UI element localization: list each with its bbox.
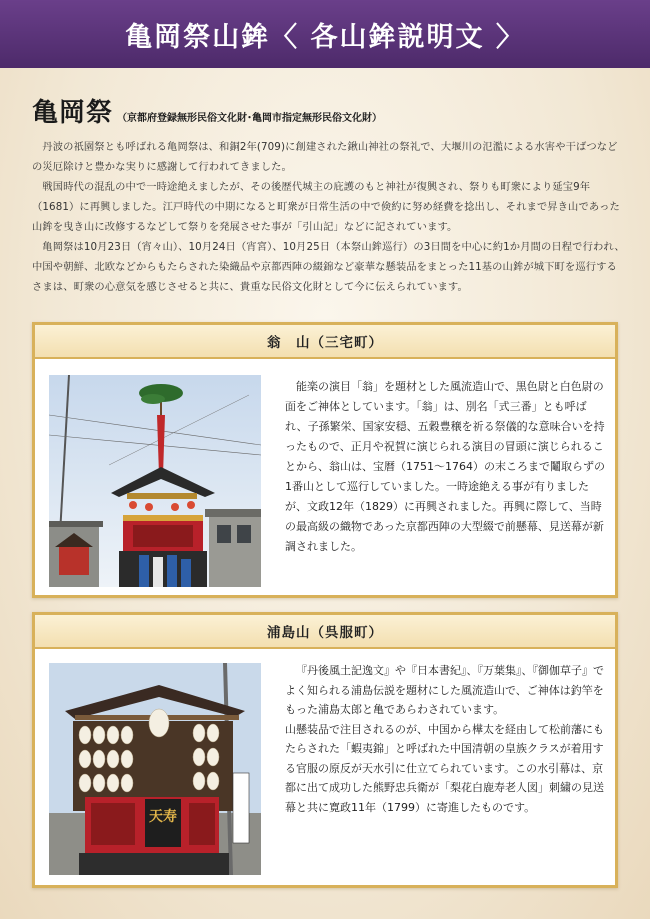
section-paragraph: 『丹後風土記逸文』や『日本書紀』、『万葉集』、『御伽草子』でよく知られる浦島伝説を題材にした風流造山で、ご神体は釣竿をもった浦島太郎と亀であらわされています。	[285, 664, 604, 716]
section-text	[285, 661, 607, 817]
intro-paragraph: 丹波の祇園祭とも呼ばれる亀岡祭は、和銅2年(709)に創建された鍬山神社の祭礼で、大堰川の氾濫による水害や干ばつなどの災厄除けと豊かな実りに感謝して行われてきました。	[32, 141, 618, 173]
section-text	[285, 377, 607, 557]
float-banner-glyph: 天寿	[149, 809, 177, 825]
page-header	[0, 0, 650, 68]
okina-float-photo	[49, 375, 261, 587]
section-header	[35, 615, 615, 649]
section-title: 翁 山（三宅町）	[267, 335, 383, 351]
urashima-float-photo	[49, 663, 261, 875]
section-title: 浦島山（呉服町）	[267, 625, 383, 641]
section-paragraph: 能楽の演目「翁」を題材とした風流造山で、黒色尉と白色尉の面をご神体としています。「翁」は、別名「式三番」とも呼ばれ、子孫繁栄、国家安穏、五穀豊穣を祈る祭儀的な意味合いを持ったもので、正月や祝賀に演じられる演目の冒頭に演じられることから、翁山は、宝暦（1751～1764）の末ころまで鬮取らずの1番山として巡行していました。一時途絶える事が有りましたが、文政12年（1829）に再興されました。再興に際して、当時の最高級の織物であった京都西陣の大型綴で前懸幕、見送幕が新調されました。	[285, 380, 605, 553]
intro-subtitle: （京都府登録無形民俗文化財･亀岡市指定無形民俗文化財）	[117, 113, 383, 124]
section-header	[35, 325, 615, 359]
intro-section	[32, 92, 626, 297]
section-card-okina	[32, 322, 618, 598]
intro-body	[32, 137, 626, 297]
intro-paragraph: 戦国時代の混乱の中で一時途絶えましたが、その後歴代城主の庇護のもと神社が復興され、祭りも町衆により延宝9年（1681）に再興しました。江戸時代の中期になると町衆が日常生活の中で倹約に努め経費を捻出し、それまで昇き山であった山鉾を曳き山に改修するなどして祭りを発展させた事が「引山記」などに記されています。	[32, 181, 620, 233]
page-title: 亀岡祭山鉾〈 各山鉾説明文 〉	[125, 21, 525, 53]
intro-heading	[32, 92, 626, 129]
intro-paragraph: 亀岡祭は10月23日（宵々山）、10月24日（宵宮）、10月25日（本祭山鉾巡行）の3日間を中心に約1か月間の日程で行われ、中国や朝鮮、北欧などからもたらされた染織品や京都西陣の綴錦など豪華な懸装品をまとった11基の山鉾が城下町を巡行するさまは、町衆の心意気を感じさせると共に、貴重な民俗文化財として今に伝えられています。	[32, 241, 625, 293]
section-paragraph: 山懸装品で注目されるのが、中国から樺太を経由して松前藩にもたらされた「蝦夷錦」と呼ばれた中国清朝の皇族クラスが着用する官服の原反が天水引に仕立てられています。この水引幕は、京都に出て成功した熊野忠兵衛が「梨花白鹿寿老人図」刺繍の見送幕と共に寛政11年（1799）に寄進したものです。	[285, 722, 604, 814]
intro-title: 亀岡祭	[32, 98, 114, 128]
section-card-urashima	[32, 612, 618, 888]
